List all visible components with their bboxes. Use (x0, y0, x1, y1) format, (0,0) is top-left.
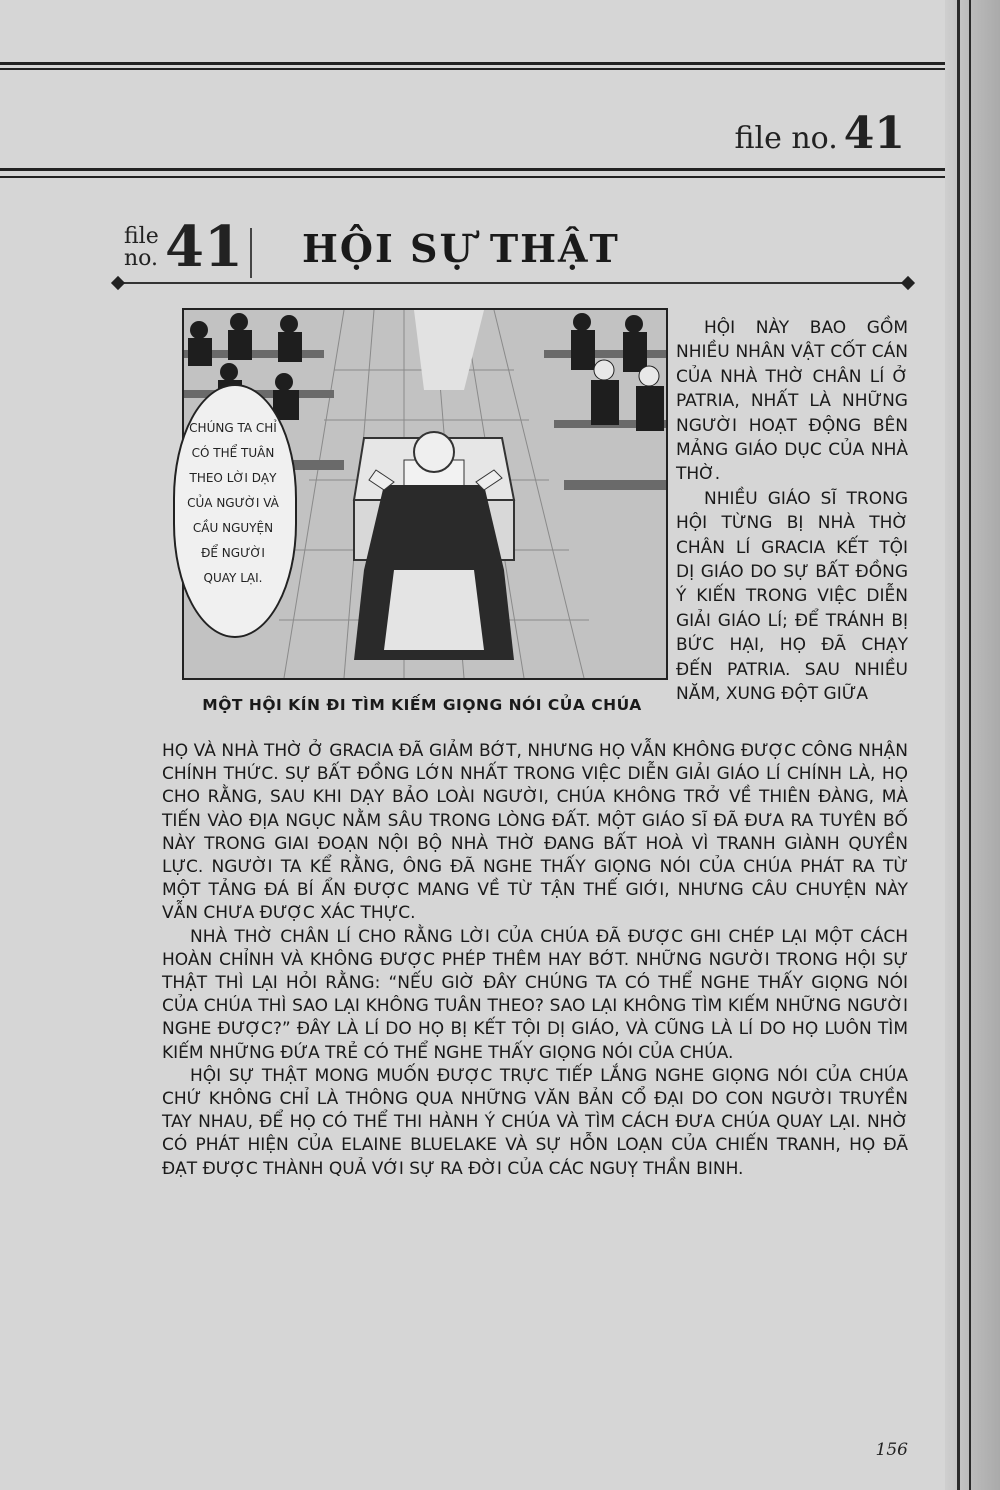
bubble-line: ĐỂ NGƯỜI (201, 546, 265, 560)
header-rule (0, 62, 945, 65)
header-rule (0, 168, 945, 171)
diamond-ornament-icon (901, 276, 915, 290)
chapter-no-word: no. (124, 246, 159, 271)
body-text (162, 740, 908, 1181)
chapter-file-label (124, 226, 159, 270)
chapter-file-word: file (124, 224, 159, 249)
header-file-num: 41 (843, 108, 905, 159)
bubble-line: CẦU NGUYỆN (192, 521, 274, 535)
chapter-rule (118, 282, 908, 284)
chapter-number: 41 (165, 214, 243, 280)
header-file-label: file no. (734, 121, 838, 156)
edge-line (957, 0, 960, 1490)
edge-line (969, 0, 971, 1490)
speech-bubble-text (180, 416, 286, 591)
bubble-line: CÓ THỂ TUÂN (191, 446, 275, 460)
body-paragraph: NHÀ THỜ CHÂN LÍ CHO RẰNG LỜI CỦA CHÚA ĐÃ ĐƯỢC GHI CHÉP LẠI MỘT CÁCH HOÀN CHỈNH VÀ KHÔNG ĐƯỢC PHÉP THÊM HAY BỚT. NHỮNG NGƯỜI TRONG HỘI SỰ THẬT THÌ LẠI HỎI RẰNG: “NẾU GIỜ ĐÂY CHÚNG TA CÓ THỂ NGHE THẤY GIỌNG NÓI CỦA CHÚA THÌ SAO LẠI KHÔNG TUÂN THEO? SAO LẠI KHÔNG TÌM KIẾM NHỮNG NGƯỜI NGHE ĐƯỢC?” ĐÂY LÀ LÍ DO HỌ BỊ KẾT TỘI DỊ GIÁO, VÀ CŨNG LÀ LÍ DO HỌ LUÔN TÌM KIẾM NHỮNG ĐỨA TRẺ CÓ THỂ NGHE THẤY GIỌNG NÓI CỦA CHÚA. (162, 926, 908, 1063)
header-file-number (734, 108, 905, 159)
chapter-title: HỘI SỰ THẬT (302, 226, 620, 271)
body-paragraph: HỌ VÀ NHÀ THỜ Ở GRACIA ĐÃ GIẢM BỚT, NHƯNG HỌ VẪN KHÔNG ĐƯỢC CÔNG NHẬN CHÍNH THỨC. SỰ BẤT ĐỒNG LỚN NHẤT TRONG VIỆC DIỄN GIẢI GIÁO LÍ CHÍNH LÀ, HỌ CHO RẰNG, SAU KHI DẠY BẢO LOÀI NGƯỜI, CHÚA KHÔNG TRỞ VỀ THIÊN ĐÀNG, MÀ TIẾN VÀO ĐỊA NGỤC NẰM SÂU TRONG LÒNG ĐẤT. MỘT GIÁO SĨ ĐÃ ĐƯA RA TUYÊN BỐ NÀY TRONG GIAI ĐOẠN NỘI BỘ NHÀ THỜ ĐANG BẤT HOÀ VÌ TRANH GIÀNH QUYỀN LỰC. NGƯỜI TA KỂ RẰNG, ÔNG ĐÃ NGHE THẤY GIỌNG NÓI CỦA CHÚA PHÁT RA TỪ MỘT TẢNG ĐÁ BÍ ẨN ĐƯỢC MANG VỀ TỪ TẬN THẾ GIỚI, NHƯNG CÂU CHUYỆN NÀY VẪN CHƯA ĐƯỢC XÁC THỰC. (162, 741, 908, 924)
bubble-line: QUAY LẠI. (203, 571, 263, 585)
side-paragraph: HỘI NÀY BAO GỒM NHIỀU NHÂN VẬT CỐT CÁN CỦA NHÀ THỜ CHÂN LÍ Ở PATRIA, NHẤT LÀ NHỮNG NGƯỜI HOẠT ĐỘNG BÊN MẢNG GIÁO DỤC CỦA NHÀ THỜ. (676, 318, 908, 485)
page-number: 156 (875, 1440, 908, 1460)
bubble-line: THEO LỜI DẠY (189, 471, 277, 485)
body-paragraph: HỘI SỰ THẬT MONG MUỐN ĐƯỢC TRỰC TIẾP LẮNG NGHE GIỌNG NÓI CỦA CHÚA CHỨ KHÔNG CHỈ LÀ THÔNG QUA NHỮNG VĂN BẢN CỔ ĐẠI DO CON NGƯỜI TRUYỀN TAY NHAU, ĐỂ HỌ CÓ THỂ THI HÀNH Ý CHÚA VÀ TÌM CÁCH ĐƯA CHÚA QUAY LẠI. NHỜ CÓ PHÁT HIỆN CỦA ELAINE BLUELAKE VÀ SỰ HỖN LOẠN CỦA CHIẾN TRANH, HỌ ĐÃ ĐẠT ĐƯỢC THÀNH QUẢ VỚI SỰ RA ĐỜI CỦA CÁC NGUỴ THẦN BINH. (162, 1065, 908, 1179)
header-rule (0, 68, 945, 70)
header-rule (0, 176, 945, 178)
diamond-ornament-icon (111, 276, 125, 290)
chapter-divider (250, 228, 252, 278)
page-edge (945, 0, 1000, 1490)
side-column-text (676, 316, 908, 707)
illustration-caption: MỘT HỘI KÍN ĐI TÌM KIẾM GIỌNG NÓI CỦA CHÚA (202, 696, 642, 714)
side-paragraph: NHIỀU GIÁO SĨ TRONG HỘI TỪNG BỊ NHÀ THỜ CHÂN LÍ GRACIA KẾT TỘI DỊ GIÁO DO SỰ BẤT ĐỒNG Ý KIẾN TRONG VIỆC DIỄN GIẢI GIÁO LÍ; ĐỂ TRÁNH BỊ BỨC HẠI, HỌ ĐÃ CHẠY ĐẾN PATRIA. SAU NHIỀU NĂM, XUNG ĐỘT GIỮA (676, 488, 908, 705)
bubble-line: CỦA NGƯỜI VÀ (187, 496, 279, 510)
bubble-line: CHÚNG TA CHỈ (189, 421, 277, 435)
